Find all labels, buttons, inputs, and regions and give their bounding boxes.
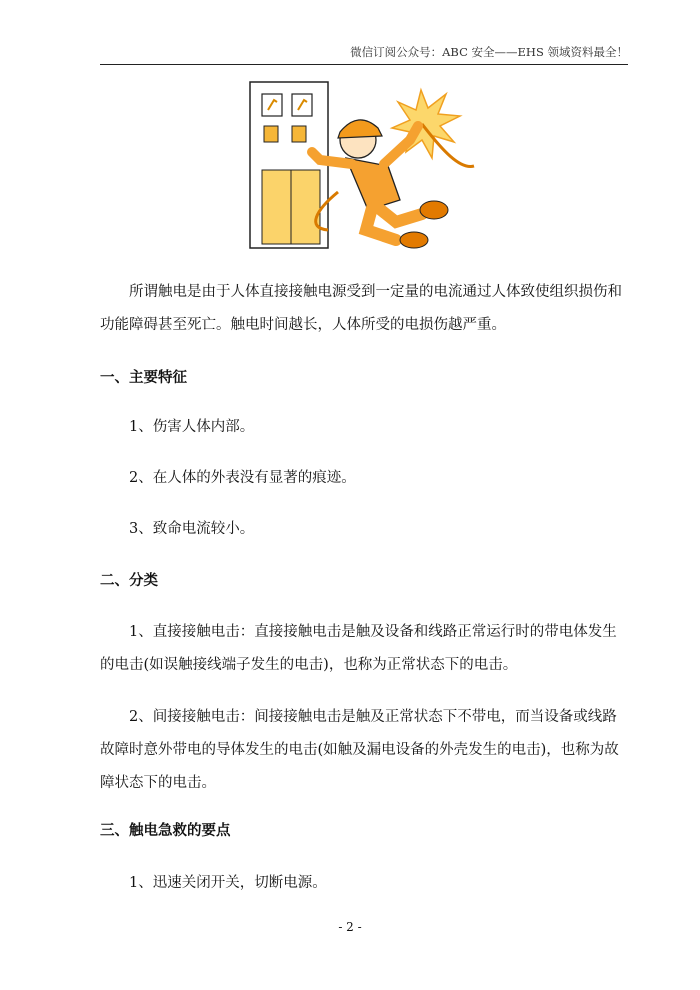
section-3-item-1: 1、迅速关闭开关，切断电源。 bbox=[129, 875, 327, 891]
section-1-item-1: 1、伤害人体内部。 bbox=[129, 419, 255, 435]
header-rule bbox=[100, 64, 628, 65]
page-header: 微信订阅公众号：ABC 安全——EHS 领域资料最全！ bbox=[350, 45, 628, 59]
section-1-item-3: 3、致命电流较小。 bbox=[129, 521, 255, 537]
section-2-title: 二、分类 bbox=[100, 572, 158, 589]
section-2-item-2: 2、间接接触电击：间接接触电击是触及正常状态下不带电，而当设备或线路故障时意外带电的导体发生的电击(如触及漏电设备的外壳发生的电击)，也称为故障状态下的电击。 bbox=[100, 709, 619, 791]
section-2-item-1: 1、直接接触电击：直接接触电击是触及设备和线路正常运行时的带电体发生的电击(如误触接线端子发生的电击)，也称为正常状态下的电击。 bbox=[100, 624, 617, 673]
intro-paragraph: 所谓触电是由于人体直接接触电源受到一定量的电流通过人体致使组织损伤和功能障碍甚至死亡。触电时间越长，人体所受的电损伤越严重。 bbox=[100, 284, 622, 333]
section-3-title: 三、触电急救的要点 bbox=[100, 822, 231, 839]
page-number: - 2 - bbox=[338, 920, 362, 934]
section-1-title: 一、主要特征 bbox=[100, 369, 187, 386]
electric-shock-worker-illustration bbox=[246, 80, 476, 250]
section-1-item-2: 2、在人体的外表没有显著的痕迹。 bbox=[129, 470, 356, 486]
